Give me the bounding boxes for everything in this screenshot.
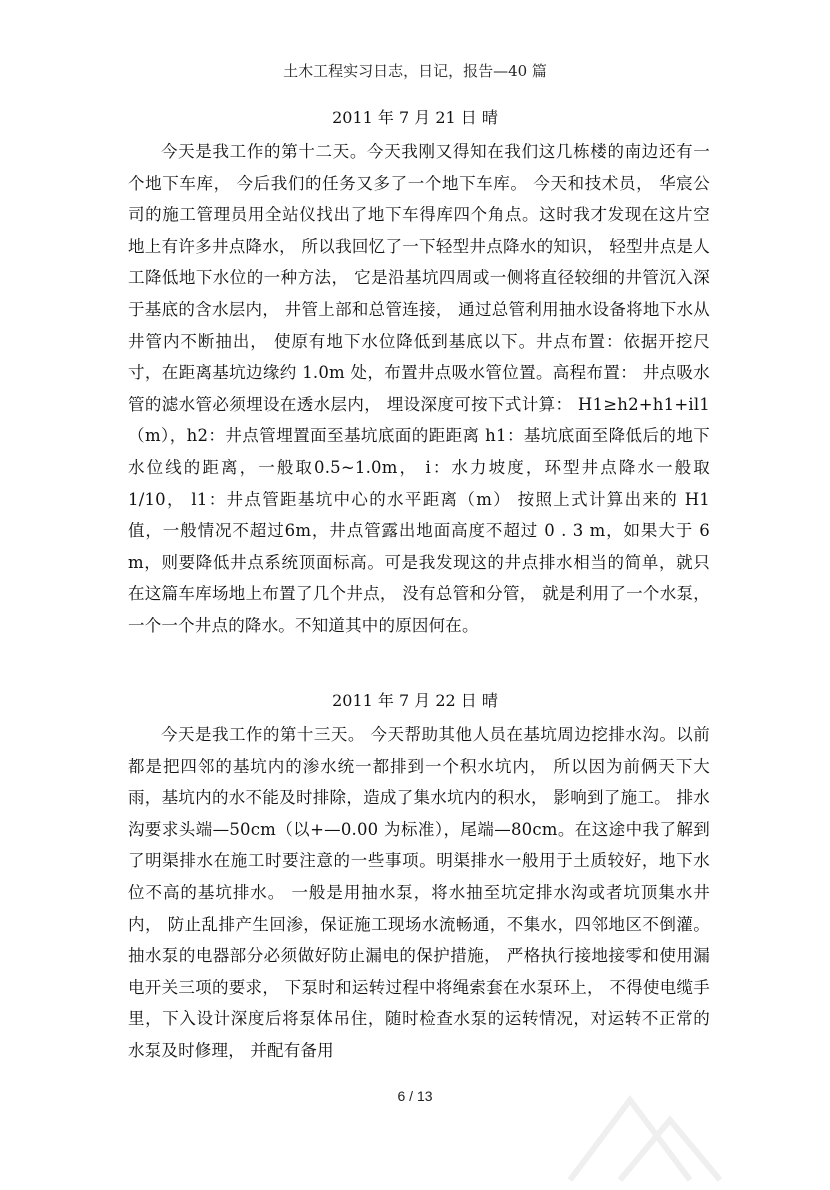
entry-date-1: 2011 年 7 月 21 日 晴 xyxy=(332,108,498,127)
entry-date-2: 2011 年 7 月 22 日 晴 xyxy=(332,691,498,710)
entry-paragraph-1: 今天是我工作的第十二天。今天我刚又得知在我们这几栋楼的南边还有一个地下车库， 今后我们的任务又多了一个地下车库。 今天和技术员， 华宸公司的施工管理员用全站仪找出了地下车得库四个角点。这时我才发现在这片空地上有许多井点降水， 所以我回忆了一下轻型井点降水的知识， 轻型井点是人工降低地下水位的一种方法， 它是沿基坑四周或一侧将直径较细的井管沉入深于基底的含水层内， 井管上部和总管连接， 通过总管利用抽水设备将地下水从井管内不断抽出， 使原有地下水位降低到基底以下。井点布置：依据开挖尺寸，在距离基坑边缘约 1.0m 处，布置井点吸水管位置。高程布置： 井点吸水管的滤水管必须埋设在透水层内， 埋设深度可按下式计算： H1≥h2+h1+il1（m），h2：井点管埋置面至基坑底面的距距离 h1：基坑底面至降低后的地下水位线的距离，一般取0.5~1.0m， i：水力坡度，环型井点降水一般取 1/10， l1：井点管距基坑中心的水平距离（m） 按照上式计算出来的 H1 值，一般情况不超过6m，井点管露出地面高度不超过 0 . 3 m，如果大于 6 m，则要降低井点系统顶面标高。可是我发现这的井点排水相当的简单，就只在这篇车库场地上布置了几个井点， 没有总管和分管， 就是利用了一个水泵，一个一个井点的降水。不知道其中的原因何在。 xyxy=(128,142,710,635)
document-header: 土木工程实习日志，日记，报告—40 篇 xyxy=(283,62,547,80)
entry-paragraph-2: 今天是我工作的第十三天。 今天帮助其他人员在基坑周边挖排水沟。以前都是把四邻的基坑内的渗水统一都排到一个积水坑内， 所以因为前俩天下大雨，基坑内的水不能及时排除，造成了集水坑内的积水， 影响到了施工。 排水沟要求头端—50cm（以+—0.00 为标准），尾端—80cm。在这途中我了解到了明渠排水在施工时要注意的一些事项。明渠排水一般用于土质较好，地下水位不高的基坑排水。 一般是用抽水泵，将水抽至坑定排水沟或者坑顶集水井内， 防止乱排产生回渗，保证施工现场水流畅通，不集水，四邻地区不倒灌。抽水泵的电器部分必须做好防止漏电的保护措施， 严格执行接地接零和使用漏电开关三项的要求， 下泵时和运转过程中将绳索套在水泵环上， 不得使电缆手里，下入设计深度后将泵体吊住，随时检查水泵的运转情况，对运转不正常的水泵及时修理， 并配有备用 xyxy=(128,725,710,1060)
page-number: 6 / 13 xyxy=(397,1088,433,1104)
